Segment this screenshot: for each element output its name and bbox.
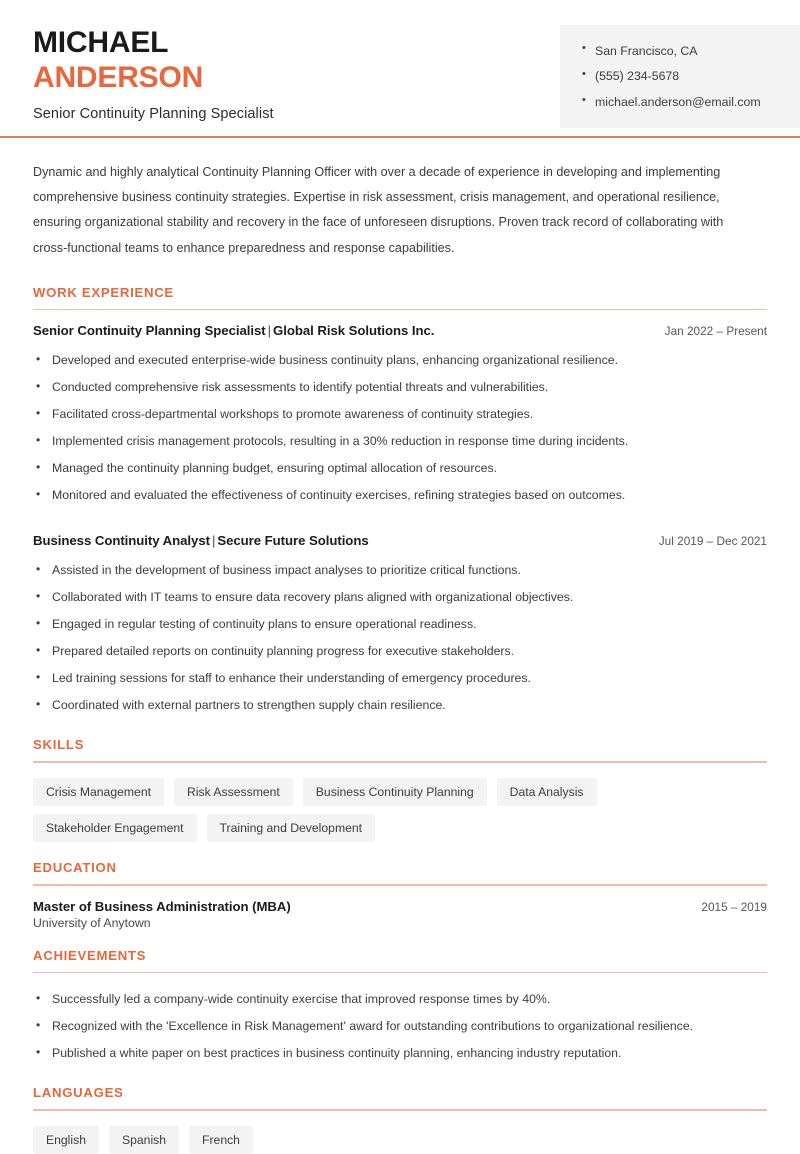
section-education: [33, 860, 767, 930]
work-entry-role: Senior Continuity Planning Specialist: [33, 323, 266, 339]
list-item: • Engaged in regular testing of continuity plans to ensure operational readiness.: [33, 611, 767, 638]
contact-phone: • (555) 234-5678: [582, 64, 800, 90]
list-item: • Prepared detailed reports on continuity planning progress for executive stakeholders.: [33, 638, 767, 665]
work-entry-separator: |: [267, 323, 272, 339]
language-chip: Spanish: [109, 1126, 179, 1154]
list-item: • Developed and executed enterprise-wide business continuity plans, enhancing organizational resilience.: [33, 347, 767, 374]
list-item: • Successfully led a company-wide continuity exercise that improved response times by 40%.: [33, 986, 767, 1013]
language-chip: French: [189, 1126, 253, 1154]
section-skills: [33, 737, 767, 842]
section-rule: [33, 309, 767, 311]
work-entry-title: [33, 323, 434, 338]
job-title: Senior Continuity Planning Specialist: [33, 106, 274, 122]
skill-chip: Training and Development: [207, 814, 376, 842]
list-item: • Recognized with the 'Excellence in Risk Management' award for outstanding contributions to organizational resilience.: [33, 1013, 767, 1040]
section-title-achievements: ACHIEVEMENTS: [33, 947, 147, 963]
list-item: • Implemented crisis management protocols, resulting in a 30% reduction in response time during incidents.: [33, 428, 767, 455]
work-entry-bullets: [33, 347, 767, 509]
list-item: • Managed the continuity planning budget, ensuring optimal allocation of resources.: [33, 455, 767, 482]
education-entry: [33, 899, 767, 930]
section-achievements: [33, 948, 767, 1068]
contact-location: • San Francisco, CA: [582, 38, 800, 64]
work-entry-date: Jul 2019 – Dec 2021: [658, 534, 767, 549]
work-entry-date: Jan 2022 – Present: [664, 324, 767, 339]
education-degree: Master of Business Administration (MBA): [33, 898, 291, 914]
resume-body: [0, 138, 800, 1154]
work-entry: [33, 533, 767, 719]
achievements-list: [33, 986, 767, 1067]
language-chip: English: [33, 1126, 99, 1154]
languages-chip-list: [33, 1124, 767, 1154]
education-institution: University of Anytown: [33, 915, 151, 930]
work-entry-company: Secure Future Solutions: [217, 533, 369, 549]
list-item: • Facilitated cross-departmental workshops to promote awareness of continuity strategies.: [33, 401, 767, 428]
section-title-languages: LANGUAGES: [33, 1085, 124, 1101]
skill-chip: Stakeholder Engagement: [33, 814, 197, 842]
list-item: • Published a white paper on best practices in business continuity planning, enhancing industry reputation.: [33, 1040, 767, 1067]
skill-chip: Risk Assessment: [174, 778, 293, 806]
section-title-skills: SKILLS: [33, 737, 85, 753]
skills-chip-list: [33, 776, 767, 842]
work-entry-head: [33, 533, 767, 548]
work-entry-head: [33, 323, 767, 338]
section-rule: [33, 761, 767, 763]
first-name: MICHAEL: [33, 26, 169, 59]
work-entry-title: [33, 533, 369, 548]
section-rule: [33, 972, 767, 974]
section-rule: [33, 884, 767, 886]
list-item: • Coordinated with external partners to strengthen supply chain resilience.: [33, 692, 767, 719]
last-name: ANDERSON: [33, 60, 204, 94]
section-work-experience: [33, 285, 767, 720]
professional-summary: Dynamic and highly analytical Continuity Planning Officer with over a decade of experience in developing and implementing comprehensive business continuity strategies. Expertise in risk assessment, crisis management, and operational resilience, ensuring organizational stability and recovery in the face of unforeseen disruptions. Proven track record of collaborating with cross-functional teams to enhance preparedness and response capabilities.: [33, 165, 724, 255]
contact-list: [582, 38, 800, 115]
section-languages: [33, 1085, 767, 1154]
resume-header: [0, 0, 800, 136]
education-entry-head: [33, 899, 767, 914]
work-entry-company: Global Risk Solutions Inc.: [273, 323, 435, 339]
section-rule: [33, 1109, 767, 1111]
list-item: • Led training sessions for staff to enhance their understanding of emergency procedures.: [33, 665, 767, 692]
contact-email: • michael.anderson@email.com: [582, 90, 800, 116]
header-identity: [0, 0, 274, 122]
section-title-work-experience: WORK EXPERIENCE: [33, 284, 174, 300]
contact-box: [560, 25, 800, 128]
work-entry-role: Business Continuity Analyst: [33, 533, 210, 549]
skill-chip: Business Continuity Planning: [303, 778, 487, 806]
work-entry-separator: |: [211, 533, 216, 549]
list-item: • Conducted comprehensive risk assessments to identify potential threats and vulnerabilities.: [33, 374, 767, 401]
education-date: 2015 – 2019: [701, 899, 767, 914]
list-item: • Collaborated with IT teams to ensure data recovery plans aligned with organizational objectives.: [33, 584, 767, 611]
work-entry: [33, 323, 767, 509]
work-entry-bullets: [33, 557, 767, 719]
skill-chip: Data Analysis: [497, 778, 597, 806]
list-item: • Monitored and evaluated the effectiveness of continuity exercises, refining strategies based on outcomes.: [33, 482, 767, 509]
section-title-education: EDUCATION: [33, 860, 117, 875]
list-item: • Assisted in the development of business impact analyses to prioritize critical functions.: [33, 557, 767, 584]
skill-chip: Crisis Management: [33, 778, 164, 806]
